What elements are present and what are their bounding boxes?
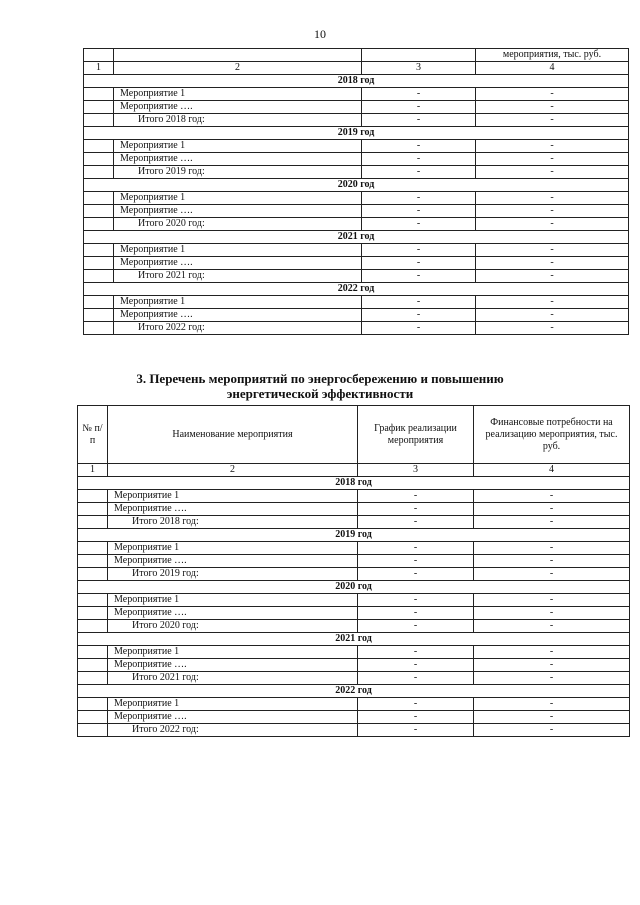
schedule-cell: - — [362, 205, 476, 218]
row-number-cell — [78, 503, 108, 516]
funding-cell: - — [474, 594, 630, 607]
year-label: 2020 год — [78, 581, 630, 594]
row-number-cell — [78, 568, 108, 581]
year-label: 2019 год — [84, 127, 629, 140]
year-row — [84, 231, 629, 244]
funding-cell: - — [476, 270, 629, 283]
header-cell-name: Наименование мероприятия — [108, 406, 358, 464]
row-number-cell — [84, 153, 114, 166]
schedule-cell: - — [358, 516, 474, 529]
schedule-cell: - — [358, 724, 474, 737]
funding-cell: - — [474, 724, 630, 737]
column-number: 3 — [358, 464, 474, 477]
funding-cell: - — [474, 711, 630, 724]
schedule-cell: - — [358, 568, 474, 581]
section-title-line: энергетической эффективности — [226, 386, 414, 401]
schedule-cell: - — [358, 555, 474, 568]
column-number: 1 — [78, 464, 108, 477]
column-number: 3 — [362, 62, 476, 75]
total-label: Итого 2021 год: — [114, 270, 362, 283]
year-row — [78, 529, 630, 542]
year-label: 2021 год — [84, 231, 629, 244]
funding-cell: - — [476, 322, 629, 335]
year-row — [78, 633, 630, 646]
row-number-cell — [78, 516, 108, 529]
funding-cell: - — [476, 205, 629, 218]
total-row — [84, 218, 629, 231]
row-number-cell — [84, 218, 114, 231]
total-label: Итого 2020 год: — [114, 218, 362, 231]
total-label: Итого 2022 год: — [114, 322, 362, 335]
funding-cell: - — [476, 153, 629, 166]
schedule-cell: - — [358, 672, 474, 685]
schedule-cell: - — [358, 542, 474, 555]
activity-name: Мероприятие 1 — [108, 698, 358, 711]
schedule-cell: - — [362, 166, 476, 179]
activity-name: Мероприятие …. — [114, 205, 362, 218]
row-number-cell — [78, 698, 108, 711]
schedule-cell: - — [362, 296, 476, 309]
row-number-cell — [78, 490, 108, 503]
row-number-cell — [84, 88, 114, 101]
row-number-cell — [84, 140, 114, 153]
schedule-cell: - — [362, 88, 476, 101]
activity-name: Мероприятие 1 — [108, 594, 358, 607]
total-row — [84, 322, 629, 335]
year-row — [84, 75, 629, 88]
table-row — [78, 711, 630, 724]
schedule-cell: - — [362, 244, 476, 257]
row-number-cell — [84, 205, 114, 218]
activity-name: Мероприятие …. — [108, 503, 358, 516]
activity-name: Мероприятие …. — [108, 711, 358, 724]
schedule-cell: - — [362, 218, 476, 231]
row-number-cell — [78, 646, 108, 659]
table-row — [78, 542, 630, 555]
row-number-cell — [84, 114, 114, 127]
total-label: Итого 2019 год: — [108, 568, 358, 581]
activity-name: Мероприятие …. — [108, 659, 358, 672]
schedule-cell: - — [358, 711, 474, 724]
funding-cell: - — [476, 192, 629, 205]
schedule-cell: - — [362, 270, 476, 283]
funding-cell: - — [476, 140, 629, 153]
schedule-cell: - — [358, 659, 474, 672]
total-row — [78, 724, 630, 737]
total-label: Итого 2018 год: — [108, 516, 358, 529]
activity-name: Мероприятие …. — [114, 101, 362, 114]
row-number-cell — [84, 166, 114, 179]
table-row — [78, 646, 630, 659]
row-number-cell — [78, 607, 108, 620]
schedule-cell: - — [362, 192, 476, 205]
funding-cell: - — [476, 218, 629, 231]
funding-cell: - — [474, 620, 630, 633]
activity-name: Мероприятие 1 — [114, 296, 362, 309]
row-number-cell — [78, 724, 108, 737]
funding-cell: - — [474, 516, 630, 529]
total-label: Итого 2020 год: — [108, 620, 358, 633]
activity-name: Мероприятие 1 — [108, 646, 358, 659]
schedule-cell: - — [358, 698, 474, 711]
total-row — [78, 672, 630, 685]
row-number-cell — [78, 542, 108, 555]
header-cell: мероприятия, тыс. руб. — [476, 49, 629, 62]
page-number: 10 — [314, 27, 326, 41]
table-row — [84, 88, 629, 101]
row-number-cell — [78, 659, 108, 672]
table-row — [84, 309, 629, 322]
schedule-cell: - — [362, 322, 476, 335]
table-row — [84, 296, 629, 309]
table-row — [78, 594, 630, 607]
total-label: Итого 2021 год: — [108, 672, 358, 685]
header-cell — [114, 49, 362, 62]
total-row — [78, 568, 630, 581]
activity-name: Мероприятие 1 — [114, 140, 362, 153]
table-row — [84, 153, 629, 166]
column-number: 2 — [114, 62, 362, 75]
funding-cell: - — [474, 659, 630, 672]
table-row — [84, 192, 629, 205]
total-row — [84, 166, 629, 179]
row-number-cell — [78, 620, 108, 633]
activity-name: Мероприятие …. — [114, 257, 362, 270]
schedule-cell: - — [362, 257, 476, 270]
funding-cell: - — [476, 309, 629, 322]
row-number-cell — [78, 555, 108, 568]
schedule-cell: - — [358, 646, 474, 659]
column-number: 4 — [474, 464, 630, 477]
funding-cell: - — [476, 88, 629, 101]
schedule-cell: - — [358, 503, 474, 516]
year-label: 2021 год — [78, 633, 630, 646]
row-number-cell — [78, 711, 108, 724]
year-label: 2022 год — [78, 685, 630, 698]
funding-cell: - — [474, 672, 630, 685]
year-label: 2018 год — [84, 75, 629, 88]
table-row — [78, 490, 630, 503]
funding-cell: - — [476, 296, 629, 309]
activity-name: Мероприятие …. — [114, 153, 362, 166]
header-cell-schedule: График реализации мероприятия — [358, 406, 474, 464]
year-row — [84, 283, 629, 296]
funding-cell: - — [476, 257, 629, 270]
funding-cell: - — [474, 542, 630, 555]
activity-name: Мероприятие 1 — [108, 542, 358, 555]
year-label: 2020 год — [84, 179, 629, 192]
header-cell — [84, 49, 114, 62]
year-label: 2018 год — [78, 477, 630, 490]
row-number-cell — [84, 296, 114, 309]
funding-cell: - — [476, 166, 629, 179]
total-row — [84, 270, 629, 283]
activity-name: Мероприятие 1 — [114, 192, 362, 205]
table-row — [78, 503, 630, 516]
table-row — [84, 205, 629, 218]
funding-cell: - — [474, 568, 630, 581]
activity-name: Мероприятие 1 — [114, 88, 362, 101]
row-number-cell — [84, 257, 114, 270]
activity-name: Мероприятие …. — [108, 555, 358, 568]
year-row — [84, 127, 629, 140]
row-number-cell — [84, 192, 114, 205]
row-number-cell — [84, 322, 114, 335]
column-number-row — [78, 464, 630, 477]
table-row — [84, 244, 629, 257]
funding-cell: - — [474, 490, 630, 503]
year-row — [78, 685, 630, 698]
column-number: 1 — [84, 62, 114, 75]
total-label: Итого 2019 год: — [114, 166, 362, 179]
header-cell-funding: Финансовые потребности на реализацию мероприятия, тыс. руб. — [474, 406, 630, 464]
energy-saving-activities-table — [77, 405, 630, 737]
activity-name: Мероприятие …. — [108, 607, 358, 620]
row-number-cell — [84, 309, 114, 322]
schedule-cell: - — [358, 607, 474, 620]
table-row — [78, 659, 630, 672]
table-header-row — [78, 406, 630, 464]
row-number-cell — [78, 594, 108, 607]
total-label: Итого 2018 год: — [114, 114, 362, 127]
table-header-row — [84, 49, 629, 62]
row-number-cell — [84, 101, 114, 114]
schedule-cell: - — [358, 594, 474, 607]
funding-cell: - — [474, 555, 630, 568]
funding-cell: - — [474, 646, 630, 659]
funding-cell: - — [474, 698, 630, 711]
column-number: 2 — [108, 464, 358, 477]
year-row — [84, 179, 629, 192]
section-title — [0, 371, 640, 401]
section-title-line: 3. Перечень мероприятий по энергосбережению и повышению — [136, 371, 504, 386]
activities-table-continued — [83, 48, 629, 335]
schedule-cell: - — [358, 490, 474, 503]
total-row — [78, 516, 630, 529]
column-number-row — [84, 62, 629, 75]
schedule-cell: - — [358, 620, 474, 633]
header-cell-number: № п/п — [78, 406, 108, 464]
schedule-cell: - — [362, 153, 476, 166]
activity-name: Мероприятие 1 — [108, 490, 358, 503]
funding-cell: - — [476, 114, 629, 127]
activity-name: Мероприятие 1 — [114, 244, 362, 257]
table-row — [84, 140, 629, 153]
schedule-cell: - — [362, 309, 476, 322]
schedule-cell: - — [362, 114, 476, 127]
schedule-cell: - — [362, 101, 476, 114]
funding-cell: - — [476, 244, 629, 257]
table-row — [78, 698, 630, 711]
header-cell — [362, 49, 476, 62]
activity-name: Мероприятие …. — [114, 309, 362, 322]
funding-cell: - — [474, 607, 630, 620]
total-row — [84, 114, 629, 127]
total-label: Итого 2022 год: — [108, 724, 358, 737]
column-number: 4 — [476, 62, 629, 75]
total-row — [78, 620, 630, 633]
year-label: 2019 год — [78, 529, 630, 542]
year-label: 2022 год — [84, 283, 629, 296]
funding-cell: - — [476, 101, 629, 114]
table-row — [84, 257, 629, 270]
table-row — [78, 555, 630, 568]
year-row — [78, 477, 630, 490]
year-row — [78, 581, 630, 594]
schedule-cell: - — [362, 140, 476, 153]
table-row — [84, 101, 629, 114]
row-number-cell — [78, 672, 108, 685]
funding-cell: - — [474, 503, 630, 516]
row-number-cell — [84, 244, 114, 257]
row-number-cell — [84, 270, 114, 283]
table-row — [78, 607, 630, 620]
